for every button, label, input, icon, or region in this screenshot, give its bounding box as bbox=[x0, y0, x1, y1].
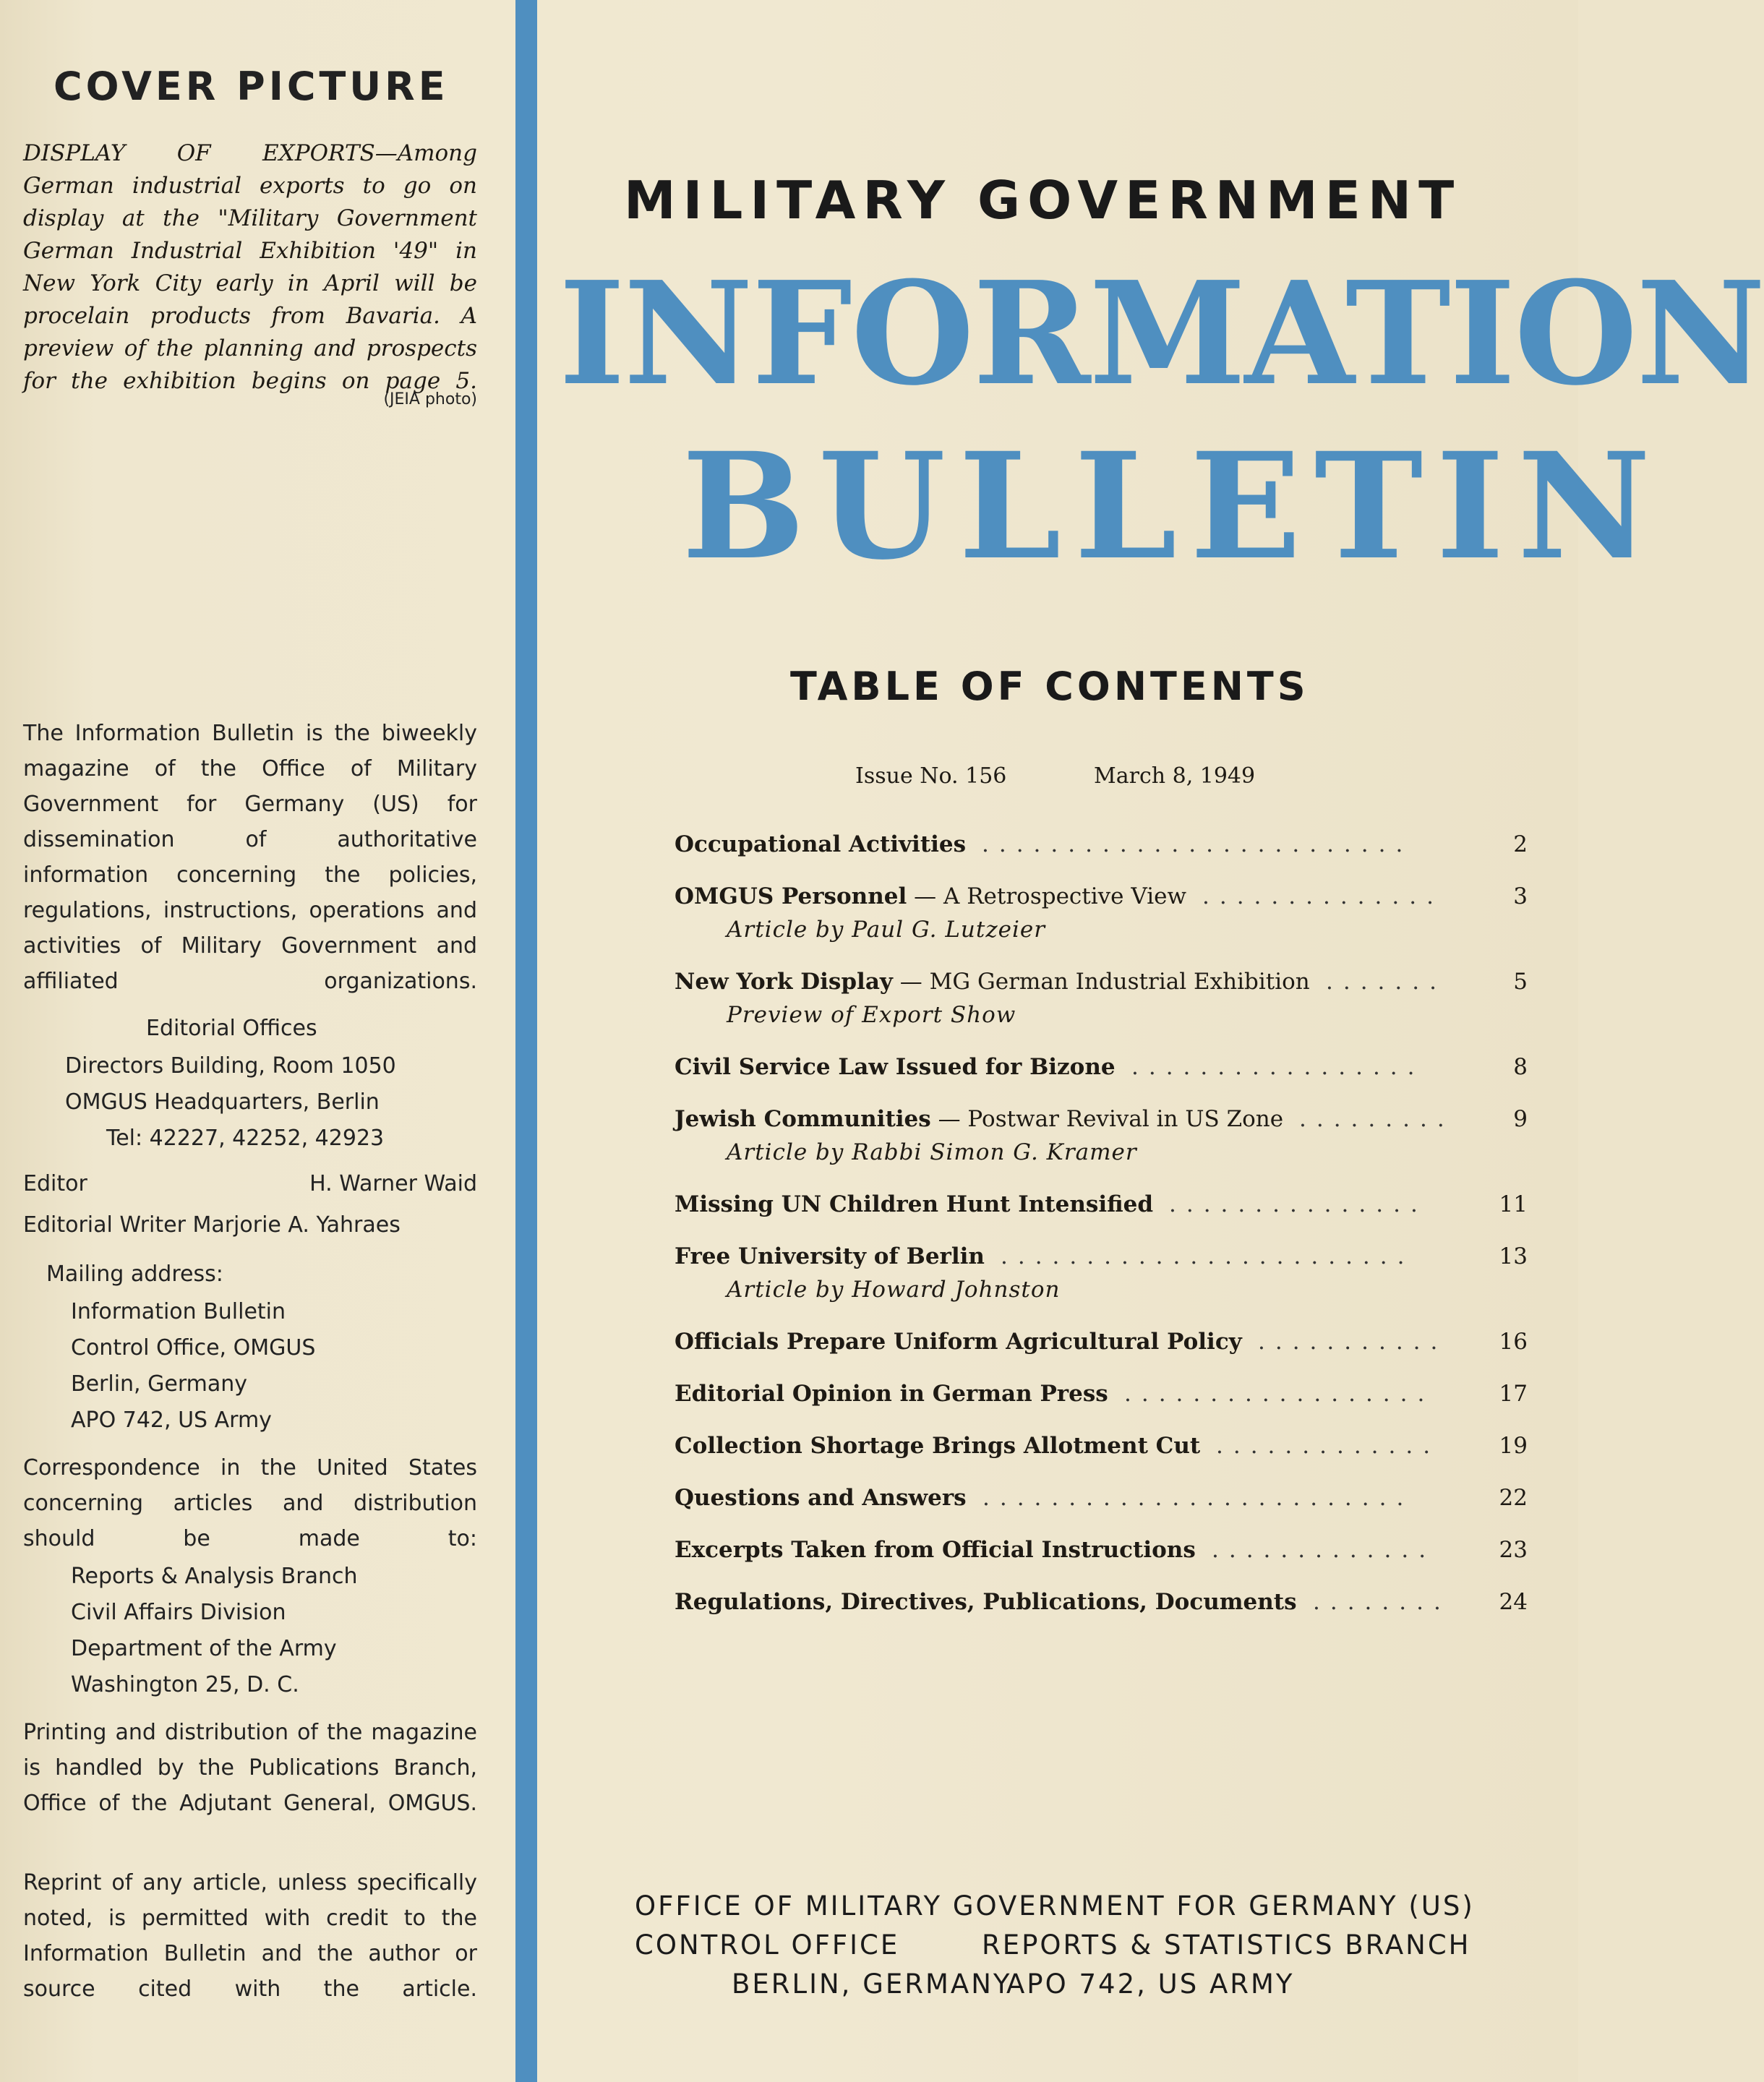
toc-leader-dots: ....... bbox=[1326, 969, 1447, 995]
about-paragraph bbox=[23, 716, 477, 999]
toc-page-number: 24 bbox=[1499, 1589, 1528, 1615]
editorial-offices-heading: Editorial Offices bbox=[146, 1016, 317, 1041]
toc-page-number: 13 bbox=[1499, 1243, 1528, 1269]
cover-picture-caption: DISPLAY OF EXPORTS—Among German industrial exports to go on display at the "Military Government German Industrial Exhibition '49" in New York City early in April will be procelain products from Bavaria. A preview of the planning and prospects for the exhibition begins on page 5. bbox=[23, 140, 477, 394]
toc-leader-dots: ......................... bbox=[982, 831, 1413, 857]
toc-entry bbox=[675, 1485, 1549, 1517]
toc-entry bbox=[675, 1106, 1549, 1138]
correspondence-paragraph bbox=[23, 1450, 477, 1556]
toc-entry-title bbox=[675, 1537, 1196, 1563]
toc-leader-dots: .................. bbox=[1124, 1381, 1435, 1407]
toc-entry bbox=[675, 1433, 1549, 1465]
toc-leader-dots: .............. bbox=[1202, 883, 1444, 909]
toc-entry bbox=[675, 883, 1549, 915]
toc-page-number: 19 bbox=[1499, 1433, 1528, 1459]
editorial-writer: Editorial Writer Marjorie A. Yahraes bbox=[23, 1212, 401, 1238]
toc-entry-title bbox=[675, 883, 1186, 909]
toc-entry-title-bold: Collection Shortage Brings Allotment Cut bbox=[675, 1433, 1201, 1459]
toc-leader-dots: ........ bbox=[1313, 1589, 1451, 1615]
toc-entry-title-bold: Editorial Opinion in German Press bbox=[675, 1381, 1108, 1407]
left-column bbox=[0, 0, 515, 2082]
toc-entry-title-bold: Questions and Answers bbox=[675, 1485, 967, 1511]
correspondence-line: Civil Affairs Division bbox=[71, 1600, 286, 1625]
toc-entry-byline: Article by Paul G. Lutzeier bbox=[727, 917, 1046, 943]
toc-entry-title bbox=[675, 831, 966, 857]
toc-entry-title bbox=[675, 1433, 1200, 1459]
toc-leader-dots: ............... bbox=[1169, 1191, 1428, 1217]
issue-date: March 8, 1949 bbox=[1094, 763, 1256, 789]
editorial-offices-line: OMGUS Headquarters, Berlin bbox=[65, 1089, 380, 1115]
right-column bbox=[537, 0, 1764, 2082]
toc-entry-title-bold: New York Display bbox=[675, 969, 893, 995]
mailing-line: Control Office, OMGUS bbox=[71, 1335, 316, 1361]
printing-text: Printing and distribution of the magazine is handled by the Publications Branch, Office of the Adjutant General, OMGUS. bbox=[23, 1720, 477, 1816]
reprint-paragraph bbox=[23, 1865, 477, 2007]
toc-page-number: 3 bbox=[1513, 883, 1528, 909]
toc-page-number: 5 bbox=[1513, 969, 1528, 995]
toc-entry-title bbox=[675, 1106, 1283, 1132]
masthead-military-government: MILITARY GOVERNMENT bbox=[624, 170, 1462, 231]
toc-entry-title-rest: — Postwar Revival in US Zone bbox=[930, 1106, 1284, 1132]
masthead-bulletin: BULLETIN bbox=[682, 420, 1664, 592]
masthead-information: INFORMATION bbox=[559, 251, 1764, 417]
toc-entry-title-bold: Jewish Communities bbox=[675, 1106, 931, 1132]
toc-entry-title-bold: Regulations, Directives, Publications, Documents bbox=[675, 1589, 1297, 1615]
editorial-offices-line: Directors Building, Room 1050 bbox=[65, 1053, 396, 1079]
issue-number: Issue No. 156 bbox=[855, 763, 1007, 789]
cover-picture-heading: COVER PICTURE bbox=[53, 64, 449, 109]
toc-entry-title-bold: Excerpts Taken from Official Instructions bbox=[675, 1537, 1196, 1563]
toc-page-number: 23 bbox=[1499, 1537, 1528, 1563]
reprint-text: Reprint of any article, unless specifically noted, is permitted with credit to the Information Bulletin and the author or source cited with the article. bbox=[23, 1870, 477, 2002]
toc-entry-title bbox=[675, 1191, 1153, 1217]
toc-entry-title bbox=[675, 1243, 985, 1269]
toc-entry bbox=[675, 831, 1549, 863]
toc-entry-title-bold: Free University of Berlin bbox=[675, 1243, 985, 1269]
toc-entry bbox=[675, 1381, 1549, 1413]
toc-entry-title-bold: Officials Prepare Uniform Agricultural Policy bbox=[675, 1329, 1242, 1355]
toc-entry-title-bold: Civil Service Law Issued for Bizone bbox=[675, 1054, 1116, 1080]
footer-line: CONTROL OFFICE bbox=[635, 1929, 900, 1961]
toc-leader-dots: ................. bbox=[1131, 1054, 1425, 1080]
toc-entry-title-bold: Occupational Activities bbox=[675, 831, 967, 857]
toc-entry bbox=[675, 1243, 1549, 1275]
toc-entry-title bbox=[675, 1589, 1297, 1615]
toc-leader-dots: ............. bbox=[1212, 1537, 1437, 1563]
toc-leader-dots: ......................... bbox=[982, 1485, 1414, 1511]
editor-name: H. Warner Waid bbox=[309, 1171, 477, 1196]
toc-entry-title-bold: Missing UN Children Hunt Intensified bbox=[675, 1191, 1154, 1217]
toc-leader-dots: ........... bbox=[1258, 1329, 1448, 1355]
correspondence-text: Correspondence in the United States concerning articles and distribution should be made to: bbox=[23, 1455, 477, 1551]
toc-page-number: 9 bbox=[1513, 1106, 1528, 1132]
correspondence-line: Washington 25, D. C. bbox=[71, 1672, 299, 1697]
toc-entry-title bbox=[675, 1329, 1242, 1355]
toc-entry-title bbox=[675, 1485, 967, 1511]
toc-entry bbox=[675, 969, 1549, 1001]
toc-heading: TABLE OF CONTENTS bbox=[790, 664, 1309, 709]
toc-page-number: 2 bbox=[1513, 831, 1528, 857]
footer-line: APO 742, US ARMY bbox=[1006, 1969, 1295, 2000]
publisher-footer bbox=[635, 1887, 1502, 2004]
toc-entry-title bbox=[675, 1381, 1108, 1407]
toc-entry-byline: Preview of Export Show bbox=[727, 1002, 1016, 1028]
mailing-heading: Mailing address: bbox=[46, 1261, 223, 1287]
mailing-line: Information Bulletin bbox=[71, 1299, 286, 1324]
correspondence-line: Department of the Army bbox=[71, 1636, 337, 1661]
toc-entry-title-rest: — MG German Industrial Exhibition bbox=[892, 969, 1310, 995]
footer-line: OFFICE OF MILITARY GOVERNMENT FOR GERMANY (US) bbox=[635, 1890, 1475, 1922]
about-text: The Information Bulletin is the biweekly magazine of the Office of Military Government for Germany (US) for dissemination of authoritative information concerning the policies, regulations, instructions, operations and activities of Military Government and affiliated organizations. bbox=[23, 721, 477, 994]
blue-divider-rule bbox=[515, 0, 537, 2082]
toc-page-number: 22 bbox=[1499, 1485, 1528, 1511]
toc-entry bbox=[675, 1537, 1549, 1569]
toc-entry bbox=[675, 1589, 1549, 1621]
footer-line: REPORTS & STATISTICS BRANCH bbox=[982, 1929, 1471, 1961]
toc-entry-byline: Article by Rabbi Simon G. Kramer bbox=[727, 1139, 1137, 1165]
editorial-offices-line: Tel: 42227, 42252, 42923 bbox=[106, 1126, 385, 1151]
toc-page-number: 11 bbox=[1499, 1191, 1528, 1217]
toc-entry-title bbox=[675, 969, 1310, 995]
toc-entry-byline: Article by Howard Johnston bbox=[727, 1277, 1061, 1303]
mailing-line: APO 742, US Army bbox=[71, 1408, 272, 1433]
toc-entry-title-bold: OMGUS Personnel bbox=[675, 883, 907, 909]
photo-credit: (JEIA photo) bbox=[383, 390, 477, 408]
toc-entry-title-rest: — A Retrospective View bbox=[907, 883, 1187, 909]
mailing-line: Berlin, Germany bbox=[71, 1371, 248, 1397]
toc-entry bbox=[675, 1329, 1549, 1361]
printing-paragraph bbox=[23, 1715, 477, 1821]
toc-leader-dots: ......... bbox=[1299, 1106, 1455, 1132]
footer-line: BERLIN, GERMANY bbox=[732, 1969, 1012, 2000]
editor-label: Editor bbox=[23, 1171, 87, 1196]
toc-entry bbox=[675, 1054, 1549, 1086]
toc-page-number: 16 bbox=[1499, 1329, 1528, 1355]
toc-entry-title bbox=[675, 1054, 1116, 1080]
toc-page-number: 8 bbox=[1513, 1054, 1528, 1080]
toc-leader-dots: ........................ bbox=[1001, 1243, 1415, 1269]
correspondence-line: Reports & Analysis Branch bbox=[71, 1564, 358, 1589]
toc-page-number: 17 bbox=[1499, 1381, 1528, 1407]
toc-leader-dots: ............. bbox=[1216, 1433, 1441, 1459]
toc-entry bbox=[675, 1191, 1549, 1223]
